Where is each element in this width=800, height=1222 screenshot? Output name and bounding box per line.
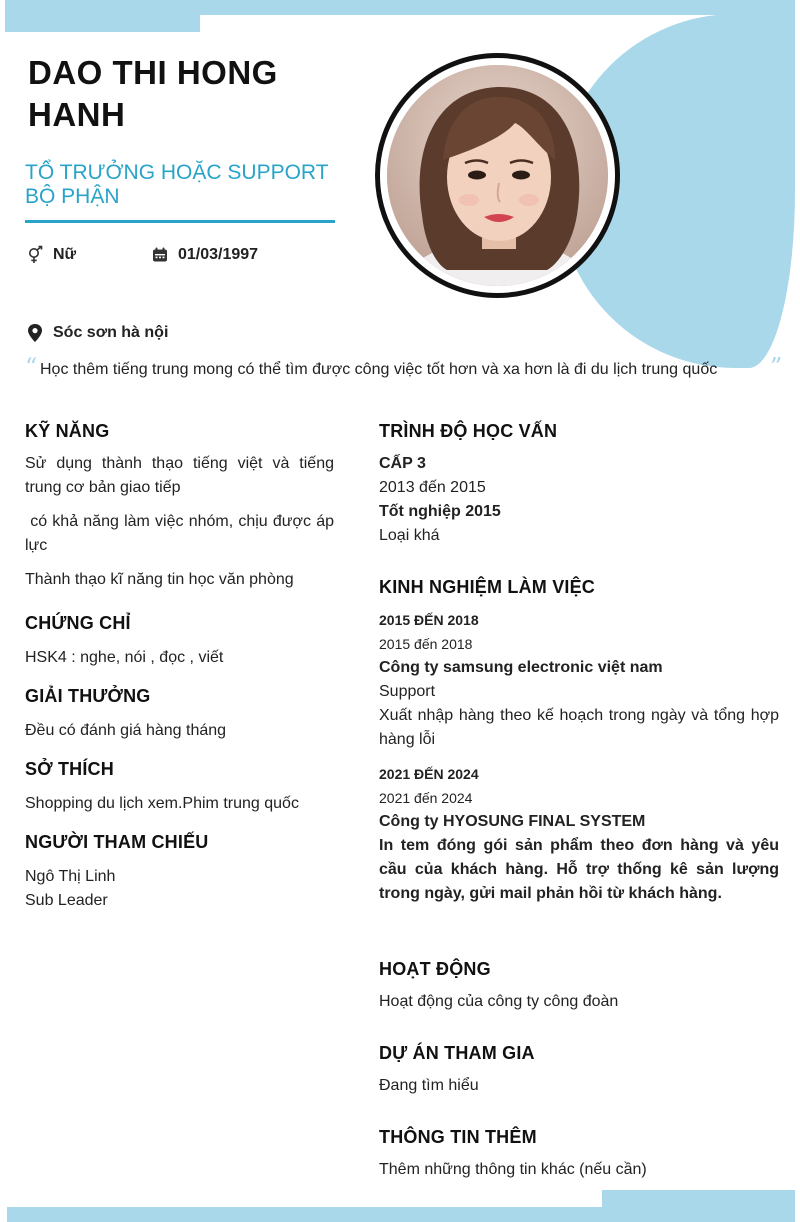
gender-value: Nữ bbox=[53, 246, 77, 263]
job-1-role: Support bbox=[379, 683, 436, 700]
job-1-company: Công ty samsung electronic việt nam bbox=[379, 659, 663, 676]
certificates-text: HSK4 : nghe, nói , đọc , viết bbox=[25, 649, 224, 666]
dob-info bbox=[150, 245, 258, 265]
references-title: NGƯỜI THAM CHIẾU bbox=[25, 832, 209, 852]
avatar-frame bbox=[375, 53, 620, 298]
job-2-heading: 2021 ĐẾN 2024 bbox=[379, 766, 479, 782]
job-2-company: Công ty HYOSUNG FINAL SYSTEM bbox=[379, 813, 646, 830]
candidate-position: TỔ TRƯỞNG HOẶC SUPPORT BỘ PHẬN bbox=[25, 161, 329, 208]
candidate-name: DAO THI HONG HANH bbox=[28, 54, 278, 133]
awards-title: GIẢI THƯỞNG bbox=[25, 686, 151, 706]
dob-value: 01/03/1997 bbox=[178, 246, 259, 263]
additional-text: Thêm những thông tin khác (nếu cần) bbox=[379, 1161, 647, 1178]
job-2-period: 2021 đến 2024 bbox=[379, 790, 473, 806]
map-pin-icon bbox=[25, 323, 45, 343]
skill-item-1: Sử dụng thành thạo tiếng việt và tiếng trung cơ bản giao tiếp bbox=[25, 455, 334, 496]
additional-title: THÔNG TIN THÊM bbox=[379, 1127, 537, 1147]
experience-title: KINH NGHIỆM LÀM VIỆC bbox=[379, 577, 596, 597]
gender-info bbox=[25, 245, 76, 265]
gender-icon bbox=[25, 245, 45, 265]
projects-title: DỰ ÁN THAM GIA bbox=[379, 1043, 535, 1063]
skills-title: KỸ NĂNG bbox=[25, 421, 110, 441]
open-quote-icon: “ bbox=[25, 353, 38, 381]
education-period: 2013 đến 2015 bbox=[379, 479, 486, 496]
job-1-heading: 2015 ĐẾN 2018 bbox=[379, 612, 479, 628]
skill-item-2: có khả năng làm việc nhóm, chịu được áp lực bbox=[25, 513, 339, 554]
hobbies-text: Shopping du lịch xem.Phim trung quốc bbox=[25, 795, 299, 812]
top-decor-tab bbox=[5, 0, 200, 32]
education-grade: Loại khá bbox=[379, 527, 440, 544]
skill-item-3: Thành thạo kĩ năng tin học văn phòng bbox=[25, 571, 294, 588]
education-school: CẤP 3 bbox=[379, 455, 426, 472]
header-divider bbox=[25, 220, 335, 223]
job-1-description: Xuất nhập hàng theo kế hoạch trong ngày và tổng hợp hàng lỗi bbox=[379, 707, 779, 748]
quote-text: Học thêm tiếng trung mong có thể tìm được công việc tốt hơn và xa hơn là đi du lịch trung quốc bbox=[40, 361, 718, 378]
close-quote-icon: ” bbox=[770, 353, 783, 381]
awards-text: Đều có đánh giá hàng tháng bbox=[25, 722, 227, 739]
activities-text: Hoạt động của công ty công đoàn bbox=[379, 993, 619, 1010]
education-degree: Tốt nghiệp 2015 bbox=[379, 503, 501, 520]
activities-title: HOẠT ĐỘNG bbox=[379, 959, 491, 979]
education-title: TRÌNH ĐỘ HỌC VẤN bbox=[379, 421, 558, 441]
avatar bbox=[387, 65, 608, 286]
reference-name: Ngô Thị Linh bbox=[25, 868, 116, 885]
address-value: Sóc sơn hà nội bbox=[53, 324, 169, 341]
bottom-decor-tab bbox=[602, 1190, 795, 1222]
address-info bbox=[25, 323, 168, 343]
job-1-period: 2015 đến 2018 bbox=[379, 636, 473, 652]
hobbies-title: SỞ THÍCH bbox=[25, 759, 114, 779]
calendar-icon bbox=[150, 245, 170, 265]
job-2-description: In tem đóng gói sản phẩm theo đơn hàng và yêu cầu của khách hàng. Hỗ trợ thống kê sản lượng trong ngày, gửi mail phản hồi từ khách hàng. bbox=[379, 837, 779, 902]
reference-role: Sub Leader bbox=[25, 892, 108, 909]
certificates-title: CHỨNG CHỈ bbox=[25, 613, 131, 633]
projects-text: Đang tìm hiểu bbox=[379, 1077, 479, 1094]
